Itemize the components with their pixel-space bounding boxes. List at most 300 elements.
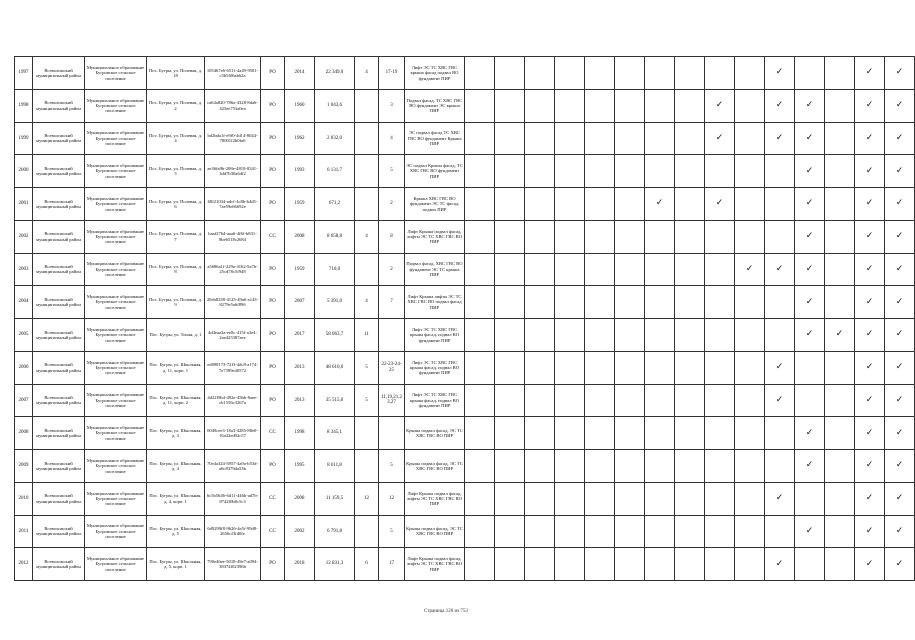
area-cell: 8 611,8 (315, 450, 355, 483)
work-type-cell (465, 384, 495, 417)
table-body (15, 57, 915, 581)
work-type-cell (735, 351, 765, 384)
work-type-cell (705, 319, 735, 352)
guid-cell: baaf2764-aaa6-4f6f-b831-8be6518c2684 (205, 220, 261, 253)
work-type-cell (495, 450, 525, 483)
row-number: 2007 (15, 384, 33, 417)
floors-cell (355, 122, 379, 155)
work-type-cell (525, 417, 555, 450)
checkmark-icon: ✓ (735, 253, 765, 286)
checkmark-icon: ✓ (795, 515, 825, 548)
work-type-cell (675, 515, 705, 548)
works-list-cell: Лифт Крыша подвал фасад, лифты ЭС ТС ХВС ГВС ВО ПИР (405, 548, 465, 581)
work-type-cell (675, 122, 705, 155)
work-type-cell (525, 89, 555, 122)
entrances-cell: 17 (379, 548, 405, 581)
work-type-cell (735, 319, 765, 352)
work-type-cell (495, 57, 525, 90)
work-type-cell (465, 319, 495, 352)
work-type-cell (705, 482, 735, 515)
checkmark-icon: ✓ (885, 220, 915, 253)
work-type-cell (675, 319, 705, 352)
table-row (15, 220, 915, 253)
checkmark-icon: ✓ (885, 548, 915, 581)
district-cell: Всеволожский муниципальный район (33, 482, 85, 515)
checkmark-icon: ✓ (795, 220, 825, 253)
work-type-cell (825, 220, 855, 253)
municipality-cell: Муниципальное образование Бугровское сельское поселение (85, 57, 147, 90)
work-type-cell (615, 220, 645, 253)
year-cell: 1960 (285, 89, 315, 122)
row-number: 2001 (15, 188, 33, 221)
work-type-cell (495, 351, 525, 384)
year-cell: 2014 (285, 57, 315, 90)
work-type-cell (525, 253, 555, 286)
work-type-cell (585, 548, 615, 581)
work-type-cell (675, 450, 705, 483)
row-number: 2009 (15, 450, 33, 483)
checkmark-icon: ✓ (765, 89, 795, 122)
work-type-cell (705, 417, 735, 450)
work-type-cell (675, 220, 705, 253)
work-type-cell (495, 319, 525, 352)
work-type-cell (615, 188, 645, 221)
work-type-cell (495, 417, 525, 450)
checkmark-icon: ✓ (885, 417, 915, 450)
address-cell: Пос. Бугры, ул. Полевая, д. 4 (147, 122, 205, 155)
work-type-cell (495, 515, 525, 548)
work-type-cell (555, 515, 585, 548)
work-type-cell (645, 57, 675, 90)
area-cell: 6 791,8 (315, 515, 355, 548)
work-type-cell (615, 548, 645, 581)
checkmark-icon: ✓ (765, 253, 795, 286)
work-type-cell (825, 450, 855, 483)
work-type-cell (615, 89, 645, 122)
checkmark-icon: ✓ (855, 89, 885, 122)
table-row (15, 253, 915, 286)
work-type-cell (675, 482, 705, 515)
work-type-cell (585, 515, 615, 548)
checkmark-icon: ✓ (885, 515, 915, 548)
table-row (15, 384, 915, 417)
work-type-cell (525, 155, 555, 188)
floors-cell: 5 (355, 351, 379, 384)
year-cell: 1959 (285, 188, 315, 221)
work-type-cell (825, 417, 855, 450)
municipality-cell: Муниципальное образование Бугровское сельское поселение (85, 253, 147, 286)
work-type-cell (705, 351, 735, 384)
works-list-cell: Подвал фасад, ТС ХВС ГВС ВО фундамент ЭС крыша ПИР (405, 89, 465, 122)
checkmark-icon: ✓ (795, 122, 825, 155)
year-cell: 2008 (285, 482, 315, 515)
guid-cell: 0049cee3-18a3-4285-88e0-16a32ed02c57 (205, 417, 261, 450)
work-type-cell (615, 515, 645, 548)
year-cell: 1993 (285, 155, 315, 188)
area-cell: 8 345,1 (315, 417, 355, 450)
work-type-cell (555, 253, 585, 286)
ownership-type-cell: РО (261, 548, 285, 581)
area-cell: 22 349,0 (315, 57, 355, 90)
ownership-type-cell: РО (261, 253, 285, 286)
floors-cell: 5 (355, 384, 379, 417)
work-type-cell (465, 188, 495, 221)
municipality-cell: Муниципальное образование Бугровское сельское поселение (85, 417, 147, 450)
work-type-cell (765, 319, 795, 352)
work-type-cell (675, 286, 705, 319)
checkmark-icon: ✓ (795, 319, 825, 352)
row-number: 2008 (15, 417, 33, 450)
checkmark-icon: ✓ (705, 188, 735, 221)
guid-cell: 70e4a324-5957-4a9a-b53d-a6c8379da53b (205, 450, 261, 483)
entrances-cell (379, 319, 405, 352)
row-number: 2004 (15, 286, 33, 319)
checkmark-icon: ✓ (885, 319, 915, 352)
table-row (15, 122, 915, 155)
works-list-cell: Лифт ЭС ТС ХВС ГВС крыша фасад, подвал ВО фундамент ПИР (405, 319, 465, 352)
capital-repair-table (14, 56, 915, 581)
floors-cell (355, 188, 379, 221)
works-list-cell: Крыша подвал фасад, ЭС ТС ХВС ГВС ВО ПИР (405, 450, 465, 483)
ownership-type-cell: СС (261, 482, 285, 515)
address-cell: Пос. Бугры, ул. Полевая, д. 8 (147, 253, 205, 286)
works-list-cell: Лифт Крыша подвал фасад, лифты ЭС ТС ХВС ГВС ВО ПИР (405, 482, 465, 515)
municipality-cell: Муниципальное образование Бугровское сельское поселение (85, 319, 147, 352)
work-type-cell (675, 89, 705, 122)
checkmark-icon: ✓ (885, 384, 915, 417)
district-cell: Всеволожский муниципальный район (33, 122, 85, 155)
checkmark-icon: ✓ (855, 253, 885, 286)
checkmark-icon: ✓ (765, 548, 795, 581)
work-type-cell (525, 384, 555, 417)
municipality-cell: Муниципальное образование Бугровское сельское поселение (85, 188, 147, 221)
work-type-cell (705, 286, 735, 319)
work-type-cell (495, 253, 525, 286)
work-type-cell (825, 188, 855, 221)
entrances-cell: 5 (379, 450, 405, 483)
table-row (15, 155, 915, 188)
address-cell: Пос. Бугры, ул. Школьная, д. 4 (147, 450, 205, 483)
area-cell: 12 831,3 (315, 548, 355, 581)
area-cell: 1 043,6 (315, 89, 355, 122)
work-type-cell (705, 253, 735, 286)
work-type-cell (585, 319, 615, 352)
work-type-cell (645, 482, 675, 515)
district-cell: Всеволожский муниципальный район (33, 286, 85, 319)
guid-cell: a5686a1f-229a-4162-9a7b-25cd78c5f948 (205, 253, 261, 286)
year-cell: 1998 (285, 417, 315, 450)
work-type-cell (465, 89, 495, 122)
work-type-cell (465, 351, 495, 384)
checkmark-icon: ✓ (795, 89, 825, 122)
work-type-cell (555, 417, 585, 450)
page-footer: Страница 126 из 753 (424, 609, 468, 614)
work-type-cell (465, 450, 495, 483)
work-type-cell (765, 515, 795, 548)
work-type-cell (675, 417, 705, 450)
work-type-cell (465, 482, 495, 515)
checkmark-icon: ✓ (885, 57, 915, 90)
row-number: 2011 (15, 515, 33, 548)
table-row (15, 548, 915, 581)
work-type-cell (675, 351, 705, 384)
work-type-cell (615, 57, 645, 90)
checkmark-icon: ✓ (765, 122, 795, 155)
work-type-cell (615, 417, 645, 450)
checkmark-icon: ✓ (885, 253, 915, 286)
municipality-cell: Муниципальное образование Бугровское сельское поселение (85, 155, 147, 188)
district-cell: Всеволожский муниципальный район (33, 57, 85, 90)
checkmark-icon: ✓ (795, 450, 825, 483)
work-type-cell (555, 351, 585, 384)
work-type-cell (795, 482, 825, 515)
address-cell: Пос. Бугры, ул. Школьная, д. 11, корп. 2 (147, 384, 205, 417)
work-type-cell (765, 417, 795, 450)
floors-cell (355, 515, 379, 548)
checkmark-icon: ✓ (855, 122, 885, 155)
year-cell: 2017 (285, 319, 315, 352)
checkmark-icon: ✓ (885, 450, 915, 483)
entrances-cell: 3 (379, 89, 405, 122)
area-cell: 2 032,0 (315, 122, 355, 155)
district-cell: Всеволожский муниципальный район (33, 89, 85, 122)
work-type-cell (765, 450, 795, 483)
work-type-cell (465, 253, 495, 286)
entrances-cell (379, 417, 405, 450)
work-type-cell (825, 351, 855, 384)
work-type-cell (825, 384, 855, 417)
work-type-cell (705, 384, 735, 417)
work-type-cell (645, 122, 675, 155)
floors-cell: 6 (355, 548, 379, 581)
table-row (15, 351, 915, 384)
work-type-cell (495, 482, 525, 515)
work-type-cell (585, 286, 615, 319)
guid-cell: ed098173-72f3-4dc8-a174-7e7399e40572 (205, 351, 261, 384)
work-type-cell (615, 155, 645, 188)
municipality-cell: Муниципальное образование Бугровское сельское поселение (85, 351, 147, 384)
checkmark-icon: ✓ (645, 188, 675, 221)
work-type-cell (735, 220, 765, 253)
ownership-type-cell: РО (261, 57, 285, 90)
row-number: 1999 (15, 122, 33, 155)
year-cell: 2018 (285, 548, 315, 581)
work-type-cell (495, 89, 525, 122)
address-cell: Пос. Бугры, ул. Школьная, д. 11, корп. 1 (147, 351, 205, 384)
work-type-cell (525, 548, 555, 581)
area-cell: 58 063,7 (315, 319, 355, 352)
work-type-cell (615, 351, 645, 384)
row-number: 2006 (15, 351, 33, 384)
work-type-cell (585, 253, 615, 286)
address-cell: Пос. Бугры, ул. Школьная, д. 4, корп. 1 (147, 482, 205, 515)
work-type-cell (555, 319, 585, 352)
ownership-type-cell: РО (261, 122, 285, 155)
work-type-cell (525, 188, 555, 221)
year-cell: 2008 (285, 220, 315, 253)
work-type-cell (585, 351, 615, 384)
checkmark-icon: ✓ (855, 417, 885, 450)
checkmark-icon: ✓ (765, 351, 795, 384)
work-type-cell (465, 417, 495, 450)
district-cell: Всеволожский муниципальный район (33, 417, 85, 450)
guid-cell: 790e46ee-5018-49e7-a094-38374f02396b (205, 548, 261, 581)
table-row (15, 515, 915, 548)
work-type-cell (825, 89, 855, 122)
work-type-cell (675, 384, 705, 417)
checkmark-icon: ✓ (855, 57, 885, 90)
work-type-cell (675, 57, 705, 90)
area-cell: 671,2 (315, 188, 355, 221)
ownership-type-cell: РО (261, 384, 285, 417)
work-type-cell (525, 57, 555, 90)
checkmark-icon: ✓ (765, 384, 795, 417)
works-list-cell: Лифт Крыша подвал фасад, лифты ЭС ТС ХВС ГВС ВО ПИР (405, 220, 465, 253)
work-type-cell (705, 450, 735, 483)
checkmark-icon: ✓ (855, 286, 885, 319)
work-type-cell (645, 286, 675, 319)
floors-cell (355, 89, 379, 122)
work-type-cell (465, 57, 495, 90)
area-cell: 5 391,0 (315, 286, 355, 319)
checkmark-icon: ✓ (855, 384, 885, 417)
municipality-cell: Муниципальное образование Бугровское сельское поселение (85, 286, 147, 319)
work-type-cell (765, 286, 795, 319)
work-type-cell (585, 89, 615, 122)
ownership-type-cell: РО (261, 286, 285, 319)
checkmark-icon: ✓ (855, 548, 885, 581)
area-cell: 11 159,5 (315, 482, 355, 515)
work-type-cell (645, 253, 675, 286)
district-cell: Всеволожский муниципальный район (33, 319, 85, 352)
address-cell: Пос. Бугры, ул. Школьная, д. 5, корп. 1 (147, 548, 205, 581)
work-type-cell (795, 57, 825, 90)
work-type-cell (735, 417, 765, 450)
work-type-cell (525, 122, 555, 155)
row-number: 2000 (15, 155, 33, 188)
checkmark-icon: ✓ (885, 89, 915, 122)
municipality-cell: Муниципальное образование Бугровское сельское поселение (85, 122, 147, 155)
work-type-cell (645, 155, 675, 188)
guid-cell: 68f21034-adcf-4c8b-b4d5-7ae59e66692e (205, 188, 261, 221)
checkmark-icon: ✓ (795, 286, 825, 319)
table-row (15, 417, 915, 450)
checkmark-icon: ✓ (705, 122, 735, 155)
work-type-cell (495, 286, 525, 319)
table-row (15, 482, 915, 515)
work-type-cell (615, 450, 645, 483)
work-type-cell (735, 515, 765, 548)
address-cell: Пос. Бугры, ул. Полевая, д. 7 (147, 220, 205, 253)
checkmark-icon: ✓ (885, 155, 915, 188)
guid-cell: bd2bda1f-e9f0-4d14-8044-78001f2b0fa0 (205, 122, 261, 155)
work-type-cell (555, 450, 585, 483)
work-type-cell (825, 253, 855, 286)
work-type-cell (525, 515, 555, 548)
work-type-cell (585, 122, 615, 155)
row-number: 1998 (15, 89, 33, 122)
guid-cell: 6d9299f8-9626-4e5f-99d8-2656cf3fd0fe (205, 515, 261, 548)
ownership-type-cell: РО (261, 155, 285, 188)
work-type-cell (645, 515, 675, 548)
work-type-cell (465, 155, 495, 188)
table-row (15, 450, 915, 483)
area-cell: 35 515,0 (315, 384, 355, 417)
work-type-cell (645, 220, 675, 253)
area-cell: 8 658,8 (315, 220, 355, 253)
floors-cell: 4 (355, 57, 379, 90)
floors-cell (355, 155, 379, 188)
checkmark-icon: ✓ (885, 482, 915, 515)
work-type-cell (675, 155, 705, 188)
work-type-cell (735, 57, 765, 90)
work-type-cell (555, 384, 585, 417)
checkmark-icon: ✓ (795, 417, 825, 450)
work-type-cell (615, 482, 645, 515)
work-type-cell (465, 122, 495, 155)
works-list-cell: ЭС подвал Крыша фасад, ТС ХВС ГВС ВО фундамент ПИР (405, 155, 465, 188)
entrances-cell: 11,19,21,23,27 (379, 384, 405, 417)
entrances-cell: 12 (379, 482, 405, 515)
work-type-cell (585, 155, 615, 188)
guid-cell: ae36fa9b-208e-4818-8341-3dd7b30a6df2 (205, 155, 261, 188)
works-list-cell: Лифт ЭС ТС ХВС ГВС крыша фасад подвал ВО фундамент ПИР (405, 57, 465, 90)
table-row (15, 286, 915, 319)
work-type-cell (465, 515, 495, 548)
checkmark-icon: ✓ (885, 188, 915, 221)
row-number: 2003 (15, 253, 33, 286)
work-type-cell (495, 188, 525, 221)
address-cell: Пос. Бугры, ул. Тихая, д. 1 (147, 319, 205, 352)
checkmark-icon: ✓ (855, 319, 885, 352)
district-cell: Всеволожский муниципальный район (33, 450, 85, 483)
municipality-cell: Муниципальное образование Бугровское сельское поселение (85, 384, 147, 417)
work-type-cell (735, 286, 765, 319)
work-type-cell (825, 286, 855, 319)
work-type-cell (585, 220, 615, 253)
address-cell: Пос. Бугры, ул. Школьная, д. 3 (147, 417, 205, 450)
work-type-cell (645, 319, 675, 352)
work-type-cell (645, 89, 675, 122)
work-type-cell (825, 57, 855, 90)
works-list-cell: Лифт ЭС ТС ХВС ГВС крыша фасад, подвал ВО фундамент ПИР (405, 384, 465, 417)
municipality-cell: Муниципальное образование Бугровское сельское поселение (85, 450, 147, 483)
work-type-cell (735, 155, 765, 188)
work-type-cell (765, 188, 795, 221)
work-type-cell (555, 220, 585, 253)
year-cell: 2007 (285, 286, 315, 319)
floors-cell: 12 (355, 482, 379, 515)
work-type-cell (495, 220, 525, 253)
work-type-cell (525, 319, 555, 352)
work-type-cell (825, 515, 855, 548)
row-number: 2010 (15, 482, 33, 515)
work-type-cell (615, 384, 645, 417)
entrances-cell: 8 (379, 220, 405, 253)
checkmark-icon: ✓ (795, 188, 825, 221)
address-cell: Пос. Бугры, ул. Полевая, д. 18 (147, 57, 205, 90)
work-type-cell (555, 57, 585, 90)
address-cell: Пос. Бугры, ул. Полевая, д. 9 (147, 286, 205, 319)
ownership-type-cell: СС (261, 220, 285, 253)
table-row (15, 57, 915, 90)
work-type-cell (735, 188, 765, 221)
work-type-cell (495, 548, 525, 581)
work-type-cell (555, 122, 585, 155)
checkmark-icon: ✓ (855, 188, 885, 221)
work-type-cell (615, 286, 645, 319)
work-type-cell (525, 351, 555, 384)
